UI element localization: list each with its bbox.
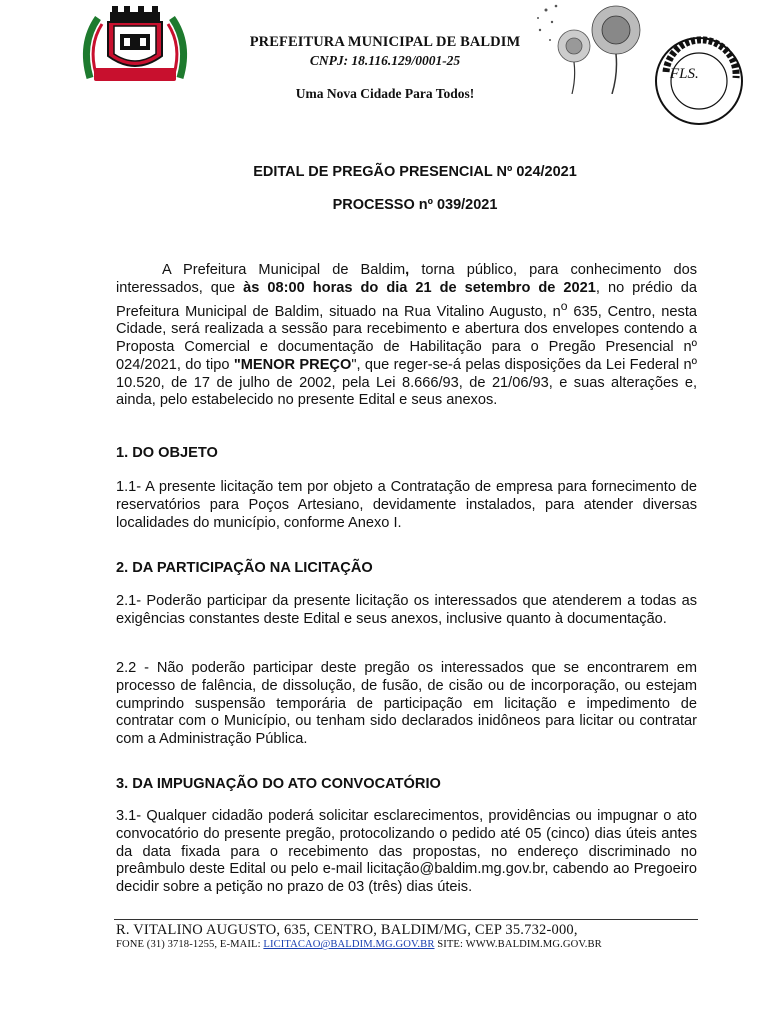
footer-email-link[interactable]: LICITACAO@BALDIM.MG.GOV.BR (263, 939, 435, 950)
preamble-superscript: o (560, 298, 568, 313)
preamble-date-bold: às 08:00 horas do dia 21 de setembro de 2021 (243, 279, 596, 296)
processo-title: PROCESSO nº 039/2021 (332, 197, 498, 213)
section-heading: 3. DA IMPUGNAÇÃO DO ATO CONVOCATÓRIO (116, 776, 441, 792)
header-slogan: Uma Nova Cidade Para Todos! (295, 86, 475, 101)
stamp-fls-label: FLS. (670, 66, 699, 82)
preamble-type-bold: "MENOR PREÇO (233, 356, 352, 373)
header-cnpj: CNPJ: 18.116.129/0001-25 (309, 53, 461, 68)
footer-site: SITE: WWW.BALDIM.MG.GOV.BR (434, 939, 602, 950)
edital-title: EDITAL DE PREGÃO PRESENCIAL Nº 024/2021 (253, 164, 577, 180)
section-paragraph: 2.1- Poderão participar da presente licitação os interessados que atenderem a todas as exigências constantes deste Edital e seus anexos, inclusive quanto à documentação. (116, 593, 697, 627)
section-heading: 2. DA PARTICIPAÇÃO NA LICITAÇÃO (116, 560, 373, 576)
section-paragraph: 1.1- A presente licitação tem por objeto a Contratação de empresa para fornecimento de reservatórios para Poços Artesiano, devidamente instalados, para atender diversas localidades do município, conforme Anexo I. (116, 479, 697, 531)
header-organization: PREFEITURA MUNICIPAL DE BALDIM (249, 34, 521, 50)
footer-address: R. VITALINO AUGUSTO, 635, CENTRO, BALDIM/MG, CEP 35.732-000, (116, 922, 578, 938)
section-paragraph: 3.1- Qualquer cidadão poderá solicitar esclarecimentos, providências ou impugnar o ato convocatório do presente pregão, protocolizando o pedido até 05 (cinco) dias úteis antes da data fixada para o recebimento das propostas, no endereço discriminado no preâmbulo deste Edital ou pelo e-mail licitação@baldim.mg.gov.br, cabendo ao Pregoeiro decidir sobre a petição no prazo de 03 (três) dias úteis. (116, 808, 697, 896)
preamble-text-3: , no prédio da Prefeitura Municipal de Baldim, situado na Rua Vitalino Augusto, n (116, 279, 697, 320)
preamble-comma: , (405, 262, 410, 278)
section-heading: 1. DO OBJETO (116, 445, 218, 461)
section-paragraph: 2.2 - Não poderão participar deste pregão os interessados que se encontrarem em processo de falência, de dissolução, de fusão, de cisão ou de incorporação, ou estejam cumprindo suspensão temporária de participação em licitação e impedimento de contratar com o Município, ou tenham sido declarados inidôneos para licitar ou contratar com a Administração Pública. (116, 660, 697, 748)
footer-phone: FONE (31) 3718-1255, E-MAIL: (116, 939, 264, 950)
preamble-text-1: A Prefeitura Municipal de Baldim (162, 262, 406, 278)
footer-contact (116, 939, 602, 950)
preamble-text-4: 635, Centro, nesta Cidade, será realizada a sessão para recebimento e abertura dos envelopes contendo a Proposta Comercial e documentação de Habilitação para o Pregão Presencial nº 024/2021, do tipo (116, 303, 697, 373)
preamble-text-2: torna público, para conhecimento dos interessados, que (116, 262, 697, 296)
preamble-paragraph (116, 262, 697, 410)
preamble-text-5: ", que reger-se-á pelas disposições da Lei Federal nº 10.520, de 17 de julho de 2002, pela Lei 8.666/93, de 21/06/93, e suas alterações e, ainda, pelo estabelecido no presente Edital e seus anexos. (116, 356, 697, 409)
footer-divider (114, 919, 698, 920)
